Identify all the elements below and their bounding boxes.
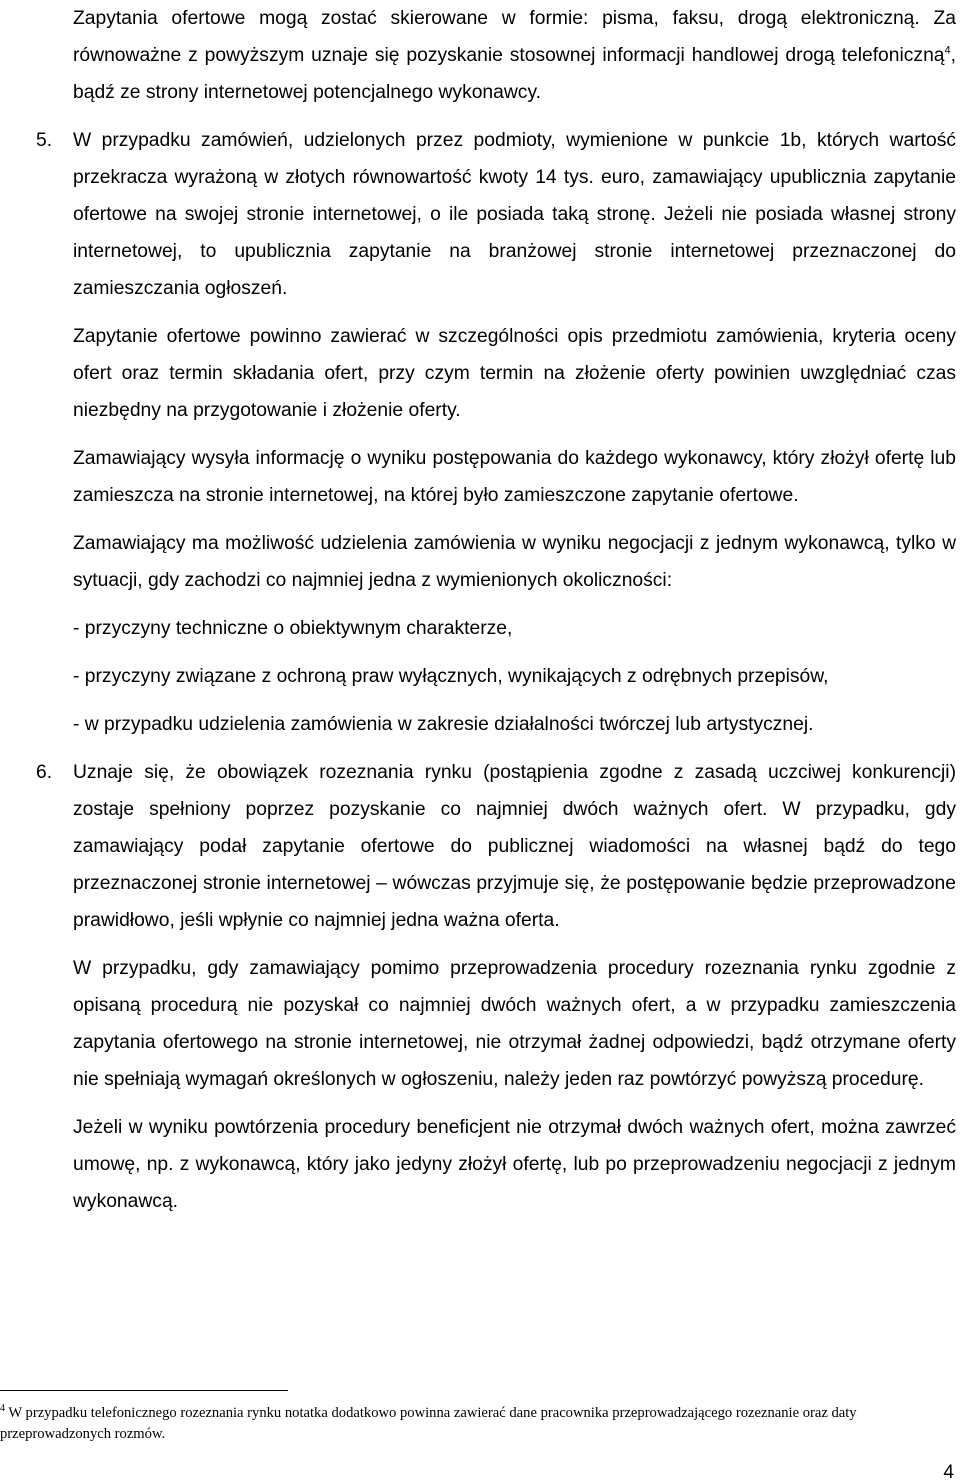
item-text: Uznaje się, że obowiązek rozeznania rynku (postąpienia zgodne z zasadą uczciwej konkurencji) zostaje spełniony poprzez pozyskanie co najmniej dwóch ważnych ofert. W przypadku, gdy zamawiający podał zapytanie ofertowe do publicznej wiadomości na własnej bądź do tego przeznaczonej stronie internetowej – wówczas przyjmuje się, że postępowanie będzie przeprowadzone prawidłowo, jeśli wpłynie co najmniej jedna ważna oferta. [73, 762, 956, 931]
numbered-item-6 [36, 754, 956, 939]
paragraph-zapytania-forma [73, 0, 956, 111]
item-number: 6. [36, 762, 53, 783]
footnote-separator [0, 1390, 288, 1391]
paragraph-text: , bądź ze strony internetowej potencjalnego wykonawcy. [73, 45, 956, 103]
paragraph-text: Zapytania ofertowe mogą zostać skierowane w formie: pisma, faksu, drogą elektroniczną. Za równoważne z powyższym uznaje się pozyskanie stosownej informacji handlowej drogą telefoniczną [73, 8, 956, 66]
item-text: W przypadku zamówień, udzielonych przez podmioty, wymienione w punkcie 1b, których wartość przekracza wyrażoną w złotych równowartość kwoty 14 tys. euro, zamawiający upublicznia zapytanie ofertowe na swojej stronie internetowej, o ile posiada taką stronę. Jeżeli nie posiada własnej strony internetowej, to upublicznia zapytanie na branżowej stronie internetowej przeznaczonej do zamieszczania ogłoszeń. [73, 130, 956, 299]
footnote-reference[interactable]: 4 [944, 44, 951, 57]
list-item: - przyczyny techniczne o obiektywnym charakterze, [73, 618, 513, 639]
footnote-marker: 4 [0, 1403, 5, 1415]
list-item: - przyczyny związane z ochroną praw wyłącznych, wynikających z odrębnych przepisów, [73, 666, 829, 687]
numbered-item-5 [36, 122, 956, 307]
page-number: 4 [943, 1462, 954, 1483]
paragraph-negocjacje: Zamawiający ma możliwość udzielenia zamówienia w wyniku negocjacji z jednym wykonawcą, tylko w sytuacji, gdy zachodzi co najmniej jedna z wymienionych okoliczności: [73, 533, 956, 591]
document-body [36, 0, 956, 1220]
footnote-text: W przypadku telefonicznego rozeznania rynku notatka dodatkowo powinna zawierać dane pracownika przeprowadzającego rozeznanie oraz daty przeprowadzonych rozmów. [0, 1405, 857, 1442]
paragraph-brak-ofert: Jeżeli w wyniku powtórzenia procedury beneficjent nie otrzymał dwóch ważnych ofert, można zawrzeć umowę, np. z wykonawcą, który jako jedyny złożył ofertę, lub po przeprowadzeniu negocjacji z jednym wykonawcą. [73, 1117, 956, 1212]
list-item: - w przypadku udzielenia zamówienia w zakresie działalności twórczej lub artystycznej. [73, 714, 814, 735]
paragraph-powtorzenie-procedury: W przypadku, gdy zamawiający pomimo przeprowadzenia procedury rozeznania rynku zgodnie z opisaną procedurą nie pozyskał co najmniej dwóch ważnych ofert, a w przypadku zamieszczenia zapytania ofertowego na stronie internetowej, nie otrzymał żadnej odpowiedzi, bądź otrzymane oferty nie spełniają wymagań określonych w ogłoszeniu, należy jeden raz powtórzyć powyższą procedurę. [73, 958, 956, 1090]
footnote [0, 1403, 956, 1445]
paragraph-informacja-o-wyniku: Zamawiający wysyła informację o wyniku postępowania do każdego wykonawcy, który złożył ofertę lub zamieszcza na stronie internetowej, na której było zamieszczone zapytanie ofertowe. [73, 448, 956, 506]
paragraph-zawartosc-zapytania: Zapytanie ofertowe powinno zawierać w szczególności opis przedmiotu zamówienia, kryteria oceny ofert oraz termin składania ofert, przy czym termin na złożenie oferty powinien uwzględniać czas niezbędny na przygotowanie i złożenie oferty. [73, 326, 956, 421]
item-number: 5. [36, 130, 53, 151]
